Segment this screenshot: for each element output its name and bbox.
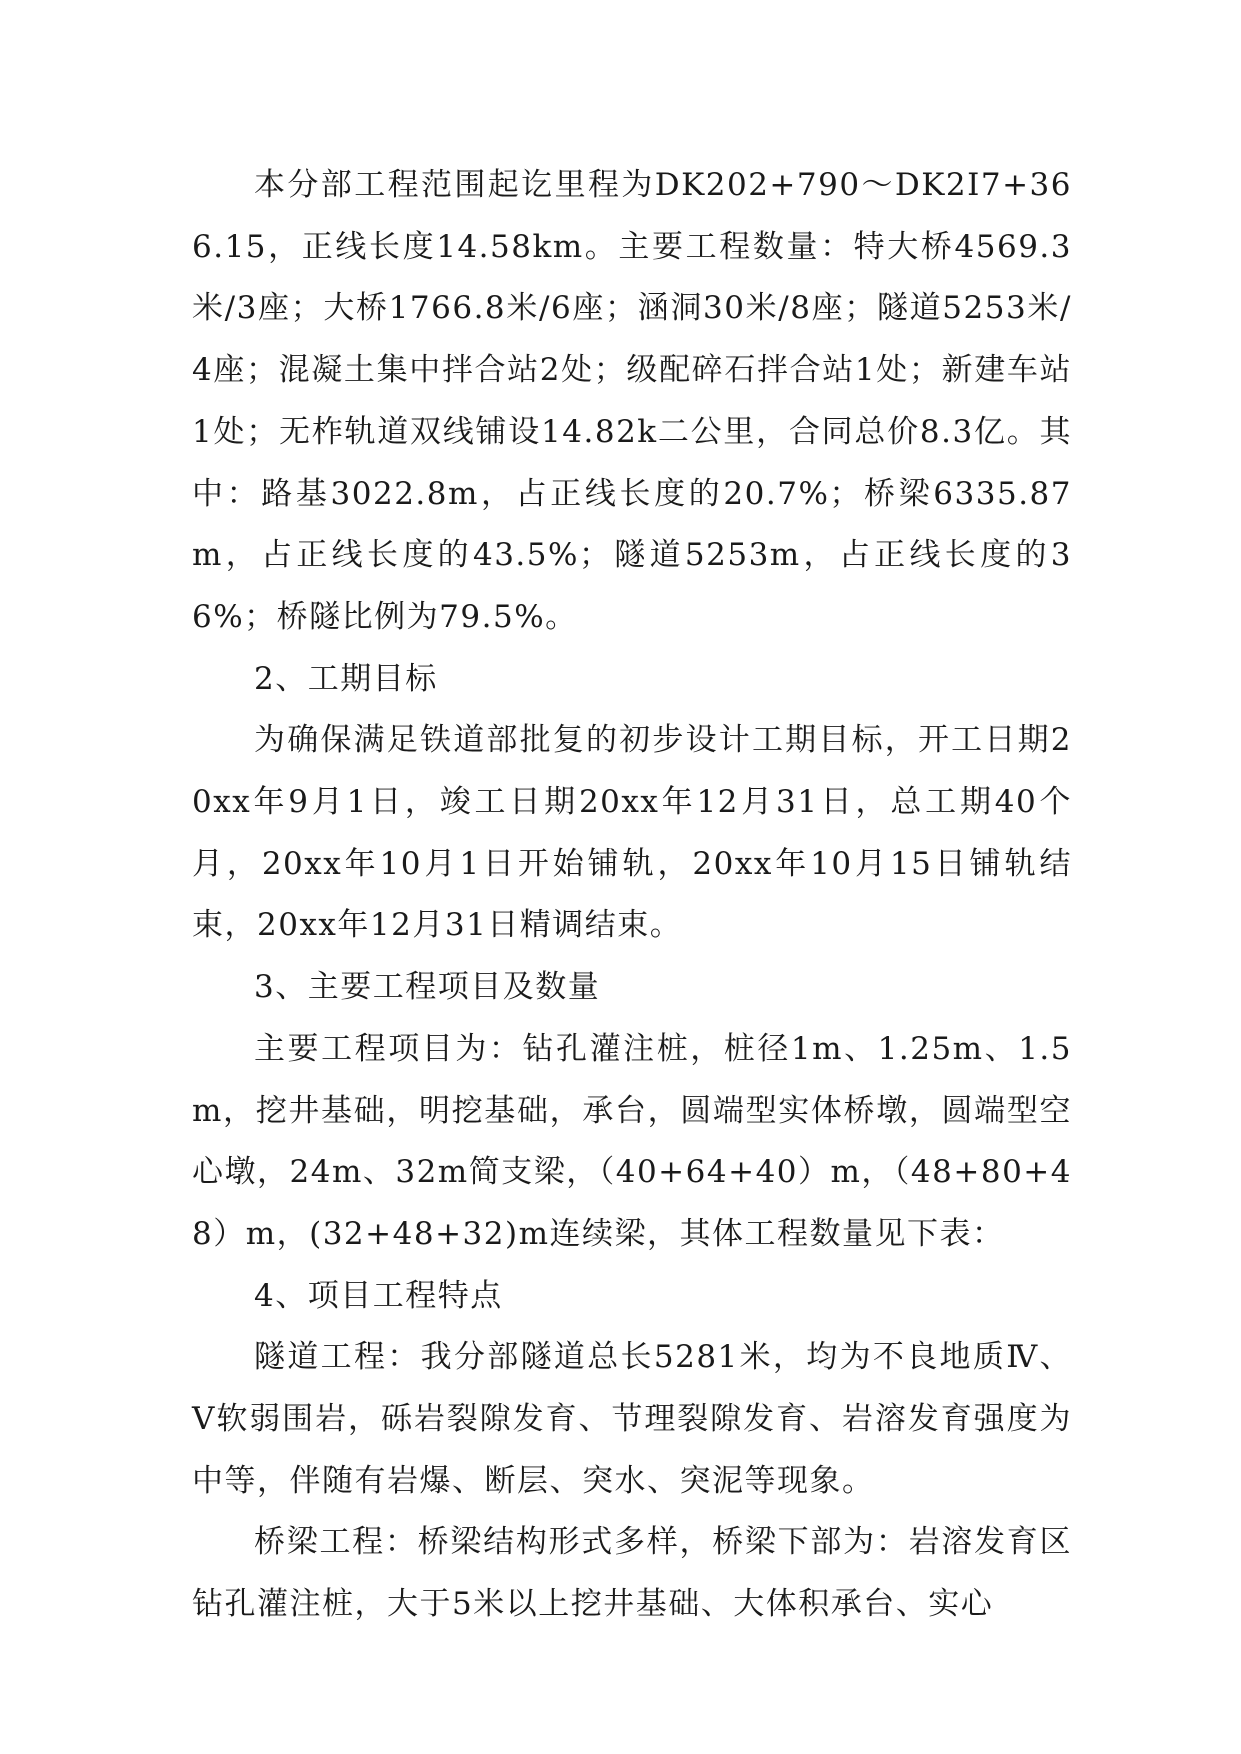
heading-main-items: 3、主要工程项目及数量 (254, 969, 601, 1006)
paragraph-main-items: 主要工程项目为：钻孔灌注桩，桩径1m、1.25m、1.5m，挖井基础，明挖基础，承台，圆端型实体桥墩，圆端型空心墩，24m、32m简支梁，（40+64+40）m，（48+80+48）m，(32+48+32)m连续梁，其体工程数量见下表： (192, 1030, 1072, 1252)
paragraph-schedule: 为确保满足铁道部批复的初步设计工期目标，开工日期20xx年9月1日，竣工日期20xx年12月31日，总工期40个月，20xx年10月1日开始铺轨，20xx年10月15日铺轨结束，20xx年12月31日精调结束。 (192, 722, 1072, 944)
document-body (192, 155, 1072, 1636)
paragraph-tunnel: 隧道工程：我分部隧道总长5281米，均为不良地质Ⅳ、Ⅴ软弱围岩，砾岩裂隙发育、节理裂隙发育、岩溶发育强度为中等，伴随有岩爆、断层、突水、突泥等现象。 (192, 1339, 1072, 1499)
heading-schedule-target: 2、工期目标 (254, 660, 438, 697)
paragraph-scope: 本分部工程范围起讫里程为DK202+790～DK2I7+366.15，正线长度14.58km。主要工程数量：特大桥4569.3米/3座；大桥1766.8米/6座；涵洞30米/8座；隧道5253米/4座；混凝土集中拌合站2处；级配碎石拌合站1处；新建车站1处；无柞轨道双线铺设14.82k二公里，合同总价8.3亿。其中：路基3022.8m，占正线长度的20.7%；桥梁6335.87m，占正线长度的43.5%；隧道5253m，占正线长度的36%；桥隧比例为79.5%。 (192, 167, 1072, 635)
heading-features: 4、项目工程特点 (254, 1277, 503, 1314)
paragraph-bridge: 桥梁工程：桥梁结构形式多样，桥梁下部为：岩溶发育区钻孔灌注桩，大于5米以上挖井基础、大体积承台、实心 (192, 1524, 1072, 1623)
